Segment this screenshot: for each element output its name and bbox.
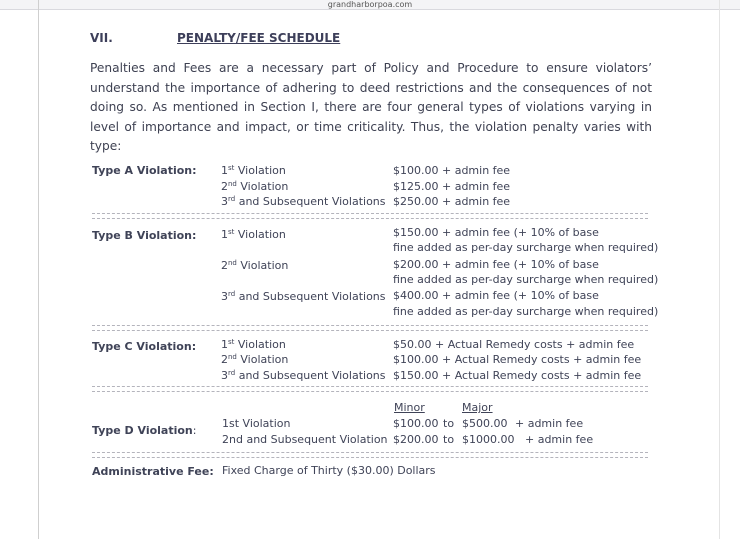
type-c-row-1-fee: $50.00 + Actual Remedy costs + admin fee bbox=[393, 338, 635, 351]
type-c-row-3-desc: 3rd and Subsequent Violations bbox=[221, 369, 386, 382]
type-a-row-2-desc: 2nd Violation bbox=[221, 180, 289, 193]
type-b-row-3-desc: 3rd and Subsequent Violations bbox=[221, 290, 386, 303]
separator-line bbox=[92, 452, 648, 458]
type-d-row-2-desc: 2nd and Subsequent Violation bbox=[222, 433, 388, 446]
type-c-row-3-fee: $150.00 + Actual Remedy costs + admin fee bbox=[393, 369, 642, 382]
type-c-row-1-desc: 1st Violation bbox=[221, 338, 286, 351]
separator-line bbox=[92, 325, 648, 331]
type-c-row-2-desc: 2nd Violation bbox=[221, 353, 289, 366]
page-right-edge bbox=[719, 0, 720, 539]
type-b-row-1-desc: 1st Violation bbox=[221, 228, 286, 241]
admin-fee-label: Administrative Fee: bbox=[92, 465, 214, 478]
type-a-row-1-desc: 1st Violation bbox=[221, 164, 286, 177]
section-title: PENALTY/FEE SCHEDULE bbox=[177, 31, 341, 45]
separator-line bbox=[92, 213, 648, 219]
type-d-row-1-desc: 1st Violation bbox=[222, 417, 291, 430]
type-b-row-3-fee-cont: fine added as per-day surcharge when required) bbox=[393, 305, 659, 318]
type-d-row-2-minor: $200.00 bbox=[393, 433, 439, 446]
type-b-row-1-fee: $150.00 + admin fee (+ 10% of base bbox=[393, 226, 599, 239]
separator-line bbox=[92, 386, 648, 392]
type-b-row-1-fee-cont: fine added as per-day surcharge when required) bbox=[393, 241, 659, 254]
section-number: VII. bbox=[90, 31, 113, 45]
type-d-row-2-to: to bbox=[443, 433, 455, 446]
page-left-edge bbox=[38, 0, 39, 539]
type-a-row-2-fee: $125.00 + admin fee bbox=[393, 180, 511, 193]
intro-paragraph: Penalties and Fees are a necessary part of Policy and Procedure to ensure violators’ understand the importance of adhering to deed restrictions and the consequences of not doing so. As mentioned in Section I, there are four general types of violations varying in level of importance and impact, or time criticality. Thus, the violation penalty varies with type: bbox=[90, 61, 652, 153]
type-d-row-1-minor: $100.00 bbox=[393, 417, 439, 430]
major-column-header: Major bbox=[462, 401, 493, 414]
minor-column-header: Minor bbox=[394, 401, 425, 414]
url-text: grandharborpoa.com bbox=[327, 0, 413, 9]
type-a-row-3-desc: 3rd and Subsequent Violations bbox=[221, 195, 386, 208]
type-d-label: Type D Violation: bbox=[92, 424, 197, 437]
type-b-row-2-fee: $200.00 + admin fee (+ 10% of base bbox=[393, 258, 599, 271]
type-a-row-3-fee: $250.00 + admin fee bbox=[393, 195, 511, 208]
type-a-label: Type A Violation: bbox=[92, 164, 197, 177]
type-d-row-1-to: to bbox=[443, 417, 455, 430]
type-d-row-1-admin: + admin fee bbox=[515, 417, 584, 430]
type-b-row-2-desc: 2nd Violation bbox=[221, 259, 289, 272]
type-c-label: Type C Violation: bbox=[92, 340, 197, 353]
admin-fee-value: Fixed Charge of Thirty ($30.00) Dollars bbox=[222, 464, 436, 477]
type-d-row-1-major: $500.00 bbox=[462, 417, 508, 430]
type-b-row-3-fee: $400.00 + admin fee (+ 10% of base bbox=[393, 289, 599, 302]
type-b-row-2-fee-cont: fine added as per-day surcharge when required) bbox=[393, 273, 659, 286]
type-d-row-2-admin: + admin fee bbox=[525, 433, 594, 446]
type-c-row-2-fee: $100.00 + Actual Remedy costs + admin fee bbox=[393, 353, 642, 366]
type-d-row-2-major: $1000.00 bbox=[462, 433, 515, 446]
type-b-label: Type B Violation: bbox=[92, 229, 197, 242]
browser-url-bar bbox=[0, 0, 740, 10]
type-a-row-1-fee: $100.00 + admin fee bbox=[393, 164, 511, 177]
